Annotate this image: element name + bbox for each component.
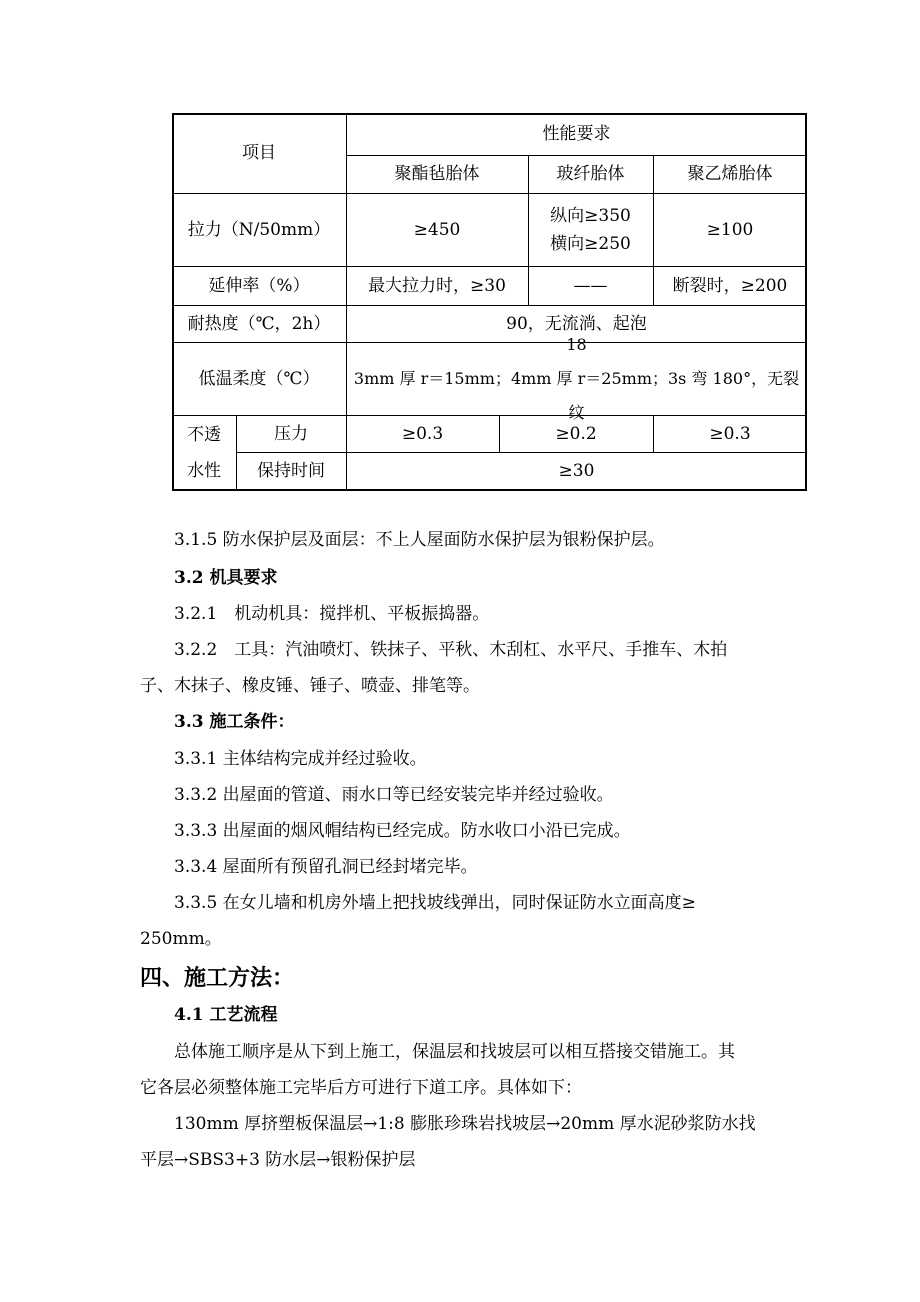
paragraph-3-3-1: 3.3.1 主体结构完成并经过验收。 (174, 749, 427, 769)
lowtemp-temperature: 18 (566, 334, 587, 354)
elongation-pe: 断裂时，≥200 (672, 275, 788, 296)
heading-section-4: 四、施工方法： (140, 965, 295, 991)
paragraph-3-3-2: 3.3.2 出屋面的管道、雨水口等已经安装完毕并经过验收。 (174, 785, 614, 805)
hold-time-label: 保持时间 (257, 460, 325, 481)
heat-value: 90，无流淌、起泡 (506, 313, 647, 334)
heading-3-2: 3.2 机具要求 (174, 568, 278, 588)
row-label-lowtemp: 低温柔度（℃） (198, 368, 320, 389)
impermeability-label-1: 不透 (187, 425, 221, 445)
tensile-polyester: ≥450 (413, 219, 461, 240)
paragraph-3-3-4: 3.3.4 屋面所有预留孔洞已经封堵完毕。 (174, 857, 478, 877)
paragraph-3-3-5-line2: 250mm。 (140, 929, 222, 949)
header-glass: 玻纤胎体 (556, 164, 625, 184)
heading-3-3: 3.3 施工条件： (174, 712, 295, 732)
header-item: 项目 (242, 143, 276, 163)
paragraph-4-1-line3: 130mm 厚挤塑板保温层→1:8 膨胀珍珠岩找坡层→20mm 厚水泥砂浆防水找 (174, 1114, 756, 1134)
paragraph-3-2-2-line2: 子、木抹子、橡皮锤、锤子、喷壶、排笔等。 (140, 676, 480, 696)
pressure-label: 压力 (274, 423, 308, 444)
pressure-pe: ≥0.3 (709, 423, 751, 444)
row-label-impermeability (172, 415, 236, 491)
heading-4-1: 4.1 工艺流程 (174, 1005, 278, 1025)
impermeability-label-2: 水性 (187, 461, 221, 481)
tensile-glass-transverse: 横向≥250 (550, 233, 631, 254)
lowtemp-condition: 3mm 厚 r＝15mm；4mm 厚 r＝25mm；3s 弯 180°，无裂纹 (353, 368, 800, 422)
header-pe: 聚乙烯胎体 (687, 164, 773, 184)
paragraph-3-2-1: 3.2.1 机动机具：搅拌机、平板振捣器。 (174, 604, 490, 624)
pressure-glass: ≥0.2 (555, 423, 597, 444)
tensile-pe: ≥100 (706, 219, 754, 240)
paragraph-3-3-3: 3.3.3 出屋面的烟风帽结构已经完成。防水收口小沿已完成。 (174, 821, 631, 841)
tensile-glass (528, 193, 653, 266)
paragraph-3-1-5: 3.1.5 防水保护层及面层：不上人屋面防水保护层为银粉保护层。 (174, 530, 665, 550)
elongation-polyester: 最大拉力时，≥30 (368, 275, 506, 296)
paragraph-4-1-line2: 它各层必须整体施工完毕后方可进行下道工序。具体如下： (140, 1078, 582, 1098)
lowtemp-value (346, 334, 807, 422)
header-performance: 性能要求 (542, 124, 611, 144)
header-polyester: 聚酯毡胎体 (394, 164, 480, 184)
paragraph-3-2-2-line1: 3.2.2 工具：汽油喷灯、铁抹子、平秋、木刮杠、水平尺、手推车、木拍 (174, 640, 728, 660)
paragraph-4-1-line4: 平层→SBS3+3 防水层→银粉保护层 (140, 1150, 416, 1170)
row-label-tensile: 拉力（N/50mm） (187, 219, 331, 240)
paragraph-4-1-line1: 总体施工顺序是从下到上施工，保温层和找坡层可以相互搭接交错施工。其 (174, 1042, 735, 1062)
elongation-glass: —— (573, 275, 608, 296)
row-label-heat: 耐热度（℃，2h） (187, 313, 331, 334)
hold-time-value: ≥30 (558, 460, 595, 481)
pressure-polyester: ≥0.3 (401, 423, 444, 444)
paragraph-3-3-5-line1: 3.3.5 在女儿墙和机房外墙上把找坡线弹出，同时保证防水立面高度≥ (174, 893, 696, 913)
row-label-elongation: 延伸率（%） (208, 275, 310, 296)
tensile-glass-longitudinal: 纵向≥350 (550, 205, 631, 226)
table-border-bottom (172, 489, 807, 491)
performance-table (172, 113, 807, 491)
